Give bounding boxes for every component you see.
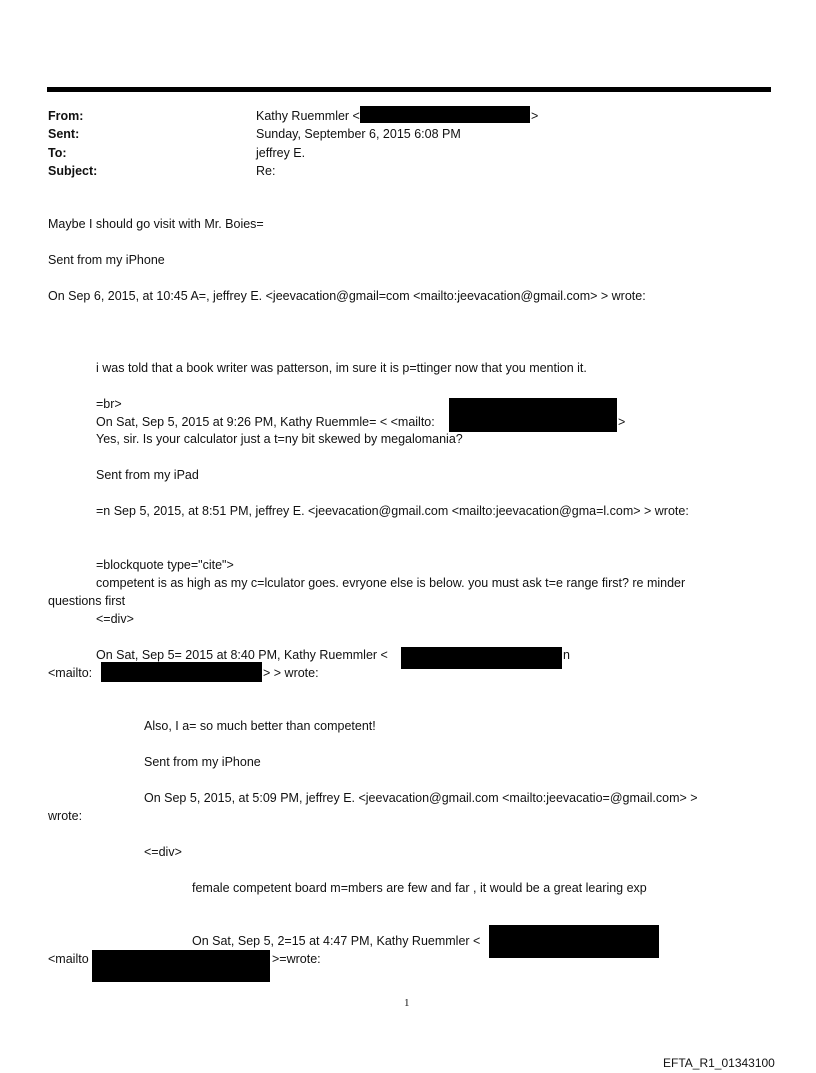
header-rule <box>47 87 771 92</box>
body-line: <=div> <box>96 612 134 626</box>
body-line: =n Sep 5, 2015, at 8:51 PM, jeffrey E. <jeevacation@gmail.com <mailto:jeevacation@gma=l.com> > wrote: <box>96 504 689 518</box>
body-line: Sent from my iPhone <box>144 755 261 769</box>
body-line: <mailto: <box>48 666 93 680</box>
body-line: On Sat, Sep 5= 2015 at 8:40 PM, Kathy Ruemmler < <box>96 648 388 662</box>
from-label: From: <box>48 109 84 123</box>
redaction-box <box>101 662 262 682</box>
redaction-box <box>449 398 617 432</box>
body-line: questions first <box>48 594 126 608</box>
body-line: >=wrote: <box>272 952 321 966</box>
redaction-box <box>360 106 530 123</box>
body-line: female competent board m=mbers are few and far , it would be a great learing exp <box>192 881 647 895</box>
body-line: Sent from my iPhone <box>48 253 165 267</box>
body-line: =blockquote type="cite"> <box>96 558 234 572</box>
body-line: Yes, sir. Is your calculator just a t=ny bit skewed by megalomania? <box>96 432 463 446</box>
from-value-end: > <box>531 109 539 123</box>
body-line: Also, I a= so much better than competent! <box>144 719 376 733</box>
to-value: jeffrey E. <box>256 146 306 160</box>
body-line: On Sat, Sep 5, 2=15 at 4:47 PM, Kathy Ruemmler < <box>192 934 481 948</box>
redaction-box <box>92 950 270 982</box>
body-line: <mailto <box>48 952 89 966</box>
body-line: Maybe I should go visit with Mr. Boies= <box>48 217 264 231</box>
body-line: On Sep 5, 2015, at 5:09 PM, jeffrey E. <jeevacation@gmail.com <mailto:jeevacatio=@gmail.com> > <box>144 791 698 805</box>
body-line: wrote: <box>48 809 83 823</box>
body-line: On Sat, Sep 5, 2015 at 9:26 PM, Kathy Ruemmle= < <mailto: <box>96 415 435 429</box>
sent-label: Sent: <box>48 127 80 141</box>
body-line: i was told that a book writer was patterson, im sure it is p=ttinger now that you mention it. <box>96 361 587 375</box>
from-value: Kathy Ruemmler < <box>256 109 360 123</box>
redaction-box <box>401 647 562 669</box>
body-line: > > wrote: <box>263 666 319 680</box>
subject-label: Subject: <box>48 164 98 178</box>
to-label: To: <box>48 146 67 160</box>
page-number: 1 <box>404 997 410 1009</box>
sent-value: Sunday, September 6, 2015 6:08 PM <box>256 127 461 141</box>
body-line: n <box>563 648 570 662</box>
body-line: On Sep 6, 2015, at 10:45 A=, jeffrey E. <jeevacation@gmail=com <mailto:jeevacation@gmail.com> > wrote: <box>48 289 646 303</box>
body-line: <=div> <box>144 845 182 859</box>
subject-value: Re: <box>256 164 276 178</box>
redaction-box <box>489 925 659 958</box>
body-line: competent is as high as my c=lculator goes. evryone else is below. you must ask t=e range first? re minder <box>96 576 686 590</box>
body-line: Sent from my iPad <box>96 468 199 482</box>
body-line: > <box>618 415 626 429</box>
body-line: =br> <box>96 397 122 411</box>
bates-number: EFTA_R1_01343100 <box>663 1056 775 1070</box>
